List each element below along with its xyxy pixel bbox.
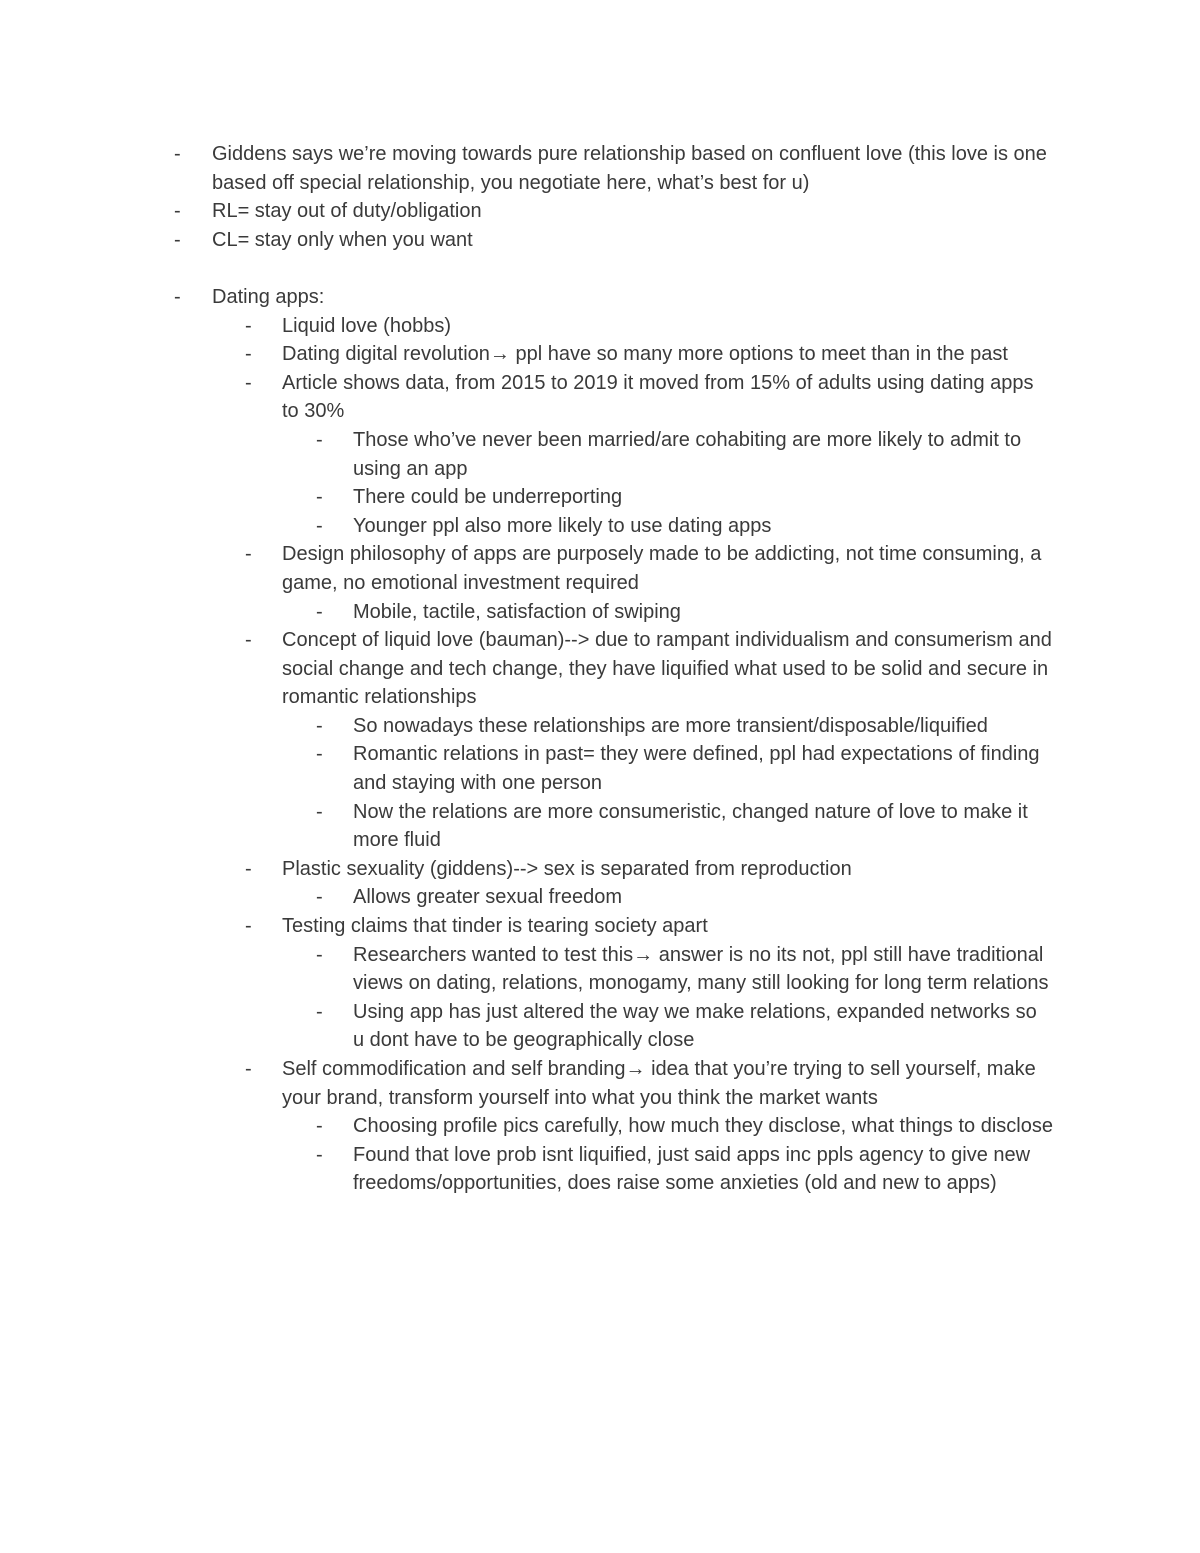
sub-point-item xyxy=(172,798,1053,855)
point-text: Dating digital revolution→ ppl have so many more options to meet than in the past xyxy=(282,343,1008,366)
sub-point-text: Choosing profile pics carefully, how much they disclose, what things to disclose xyxy=(353,1115,1053,1138)
bullet-dash: - xyxy=(316,1000,323,1023)
bullet-dash: - xyxy=(245,543,252,566)
bullet-dash: - xyxy=(316,514,323,537)
sub-point-text: Romantic relations in past= they were defined, ppl had expectations of finding and staying with one person xyxy=(353,743,1040,795)
sub-point-text: Now the relations are more consumeristic, changed nature of love to make it more fluid xyxy=(353,800,1028,852)
sub-point-item xyxy=(172,740,1053,797)
sub-point-text: Those who’ve never been married/are cohabiting are more likely to admit to using an app xyxy=(353,428,1022,480)
bullet-dash: - xyxy=(174,143,181,165)
bullet-dash: - xyxy=(316,743,323,766)
bullet-dash: - xyxy=(316,486,323,509)
point-text: Liquid love (hobbs) xyxy=(282,314,451,337)
intro-item xyxy=(172,226,1052,255)
intro-item xyxy=(172,140,1052,197)
bullet-dash: - xyxy=(316,886,323,909)
point-text: Design philosophy of apps are purposely made to be addicting, not time consuming, a game, no emotional investment required xyxy=(282,543,1042,594)
sub-point-text: Found that love prob isnt liquified, just said apps inc ppls agency to give new freedoms/opportunities, does raise some anxieties (old and new to apps) xyxy=(353,1143,1031,1195)
sub-point-text: There could be underreporting xyxy=(353,486,623,509)
bullet-dash: - xyxy=(174,285,181,308)
point-item xyxy=(172,1055,1052,1112)
sub-point-item xyxy=(172,512,1053,541)
sub-point-item xyxy=(172,1141,1053,1198)
bullet-dash: - xyxy=(316,1143,323,1166)
bullet-dash: - xyxy=(245,371,252,394)
point-text: Plastic sexuality (giddens)--> sex is separated from reproduction xyxy=(282,857,852,880)
intro-text: CL= stay only when you want xyxy=(212,228,473,251)
sub-point-text: Using app has just altered the way we make relations, expanded networks so u dont have to be geographically close xyxy=(353,1000,1037,1052)
intro-item xyxy=(172,197,1052,226)
point-text: Concept of liquid love (bauman)--> due to rampant individualism and consumerism and social change and tech change, they have liquified what used to be solid and secure in romantic relationships xyxy=(282,629,1052,709)
sub-point-text: Researchers wanted to test this→ answer is no its not, ppl still have traditional views on dating, relations, monogamy, many still looking for long term relations xyxy=(353,943,1049,995)
sub-point-item xyxy=(172,998,1053,1055)
section-heading-text: Dating apps: xyxy=(212,285,325,308)
sub-point-item xyxy=(172,483,1053,512)
intro-text: Giddens says we’re moving towards pure relationship based on confluent love (this love is one based off special relationship, you negotiate here, what’s best for u) xyxy=(212,143,1047,194)
sub-point-text: Mobile, tactile, satisfaction of swiping xyxy=(353,600,681,623)
sub-point-item xyxy=(172,941,1053,998)
bullet-dash: - xyxy=(174,228,181,251)
point-item xyxy=(172,912,1052,941)
bullet-dash: - xyxy=(245,314,252,337)
point-item xyxy=(172,855,1052,884)
bullet-dash: - xyxy=(245,343,252,366)
bullet-dash: - xyxy=(316,428,323,451)
bullet-dash: - xyxy=(316,600,323,623)
sub-point-item xyxy=(172,1112,1053,1141)
blank-line xyxy=(172,254,1072,283)
point-item xyxy=(172,626,1052,712)
point-item xyxy=(172,369,1052,426)
sub-point-item xyxy=(172,712,1053,741)
notes-list xyxy=(172,140,1072,1198)
sub-point-text: So nowadays these relationships are more transient/disposable/liquified xyxy=(353,714,988,737)
bullet-dash: - xyxy=(174,200,181,223)
intro-text: RL= stay out of duty/obligation xyxy=(212,200,482,223)
point-text: Testing claims that tinder is tearing society apart xyxy=(282,915,708,938)
bullet-dash: - xyxy=(245,915,252,938)
bullet-dash: - xyxy=(316,714,323,737)
bullet-dash: - xyxy=(245,1058,252,1080)
sub-point-item xyxy=(172,426,1053,483)
point-item xyxy=(172,540,1052,597)
sub-point-text: Younger ppl also more likely to use dating apps xyxy=(353,514,772,537)
point-item xyxy=(172,312,1052,341)
bullet-dash: - xyxy=(316,1115,323,1138)
point-text: Self commodification and self branding→ idea that you’re trying to sell yourself, make your brand, transform yourself into what you think the market wants xyxy=(282,1058,1036,1109)
point-item xyxy=(172,340,1052,369)
point-text: Article shows data, from 2015 to 2019 it moved from 15% of adults using dating apps to 30% xyxy=(282,371,1034,423)
bullet-dash: - xyxy=(245,629,252,652)
sub-point-text: Allows greater sexual freedom xyxy=(353,886,623,909)
bullet-dash: - xyxy=(316,943,323,966)
section-heading xyxy=(172,283,1052,312)
sub-point-item xyxy=(172,598,1053,627)
bullet-dash: - xyxy=(316,800,323,823)
sub-point-item xyxy=(172,883,1053,912)
bullet-dash: - xyxy=(245,857,252,880)
